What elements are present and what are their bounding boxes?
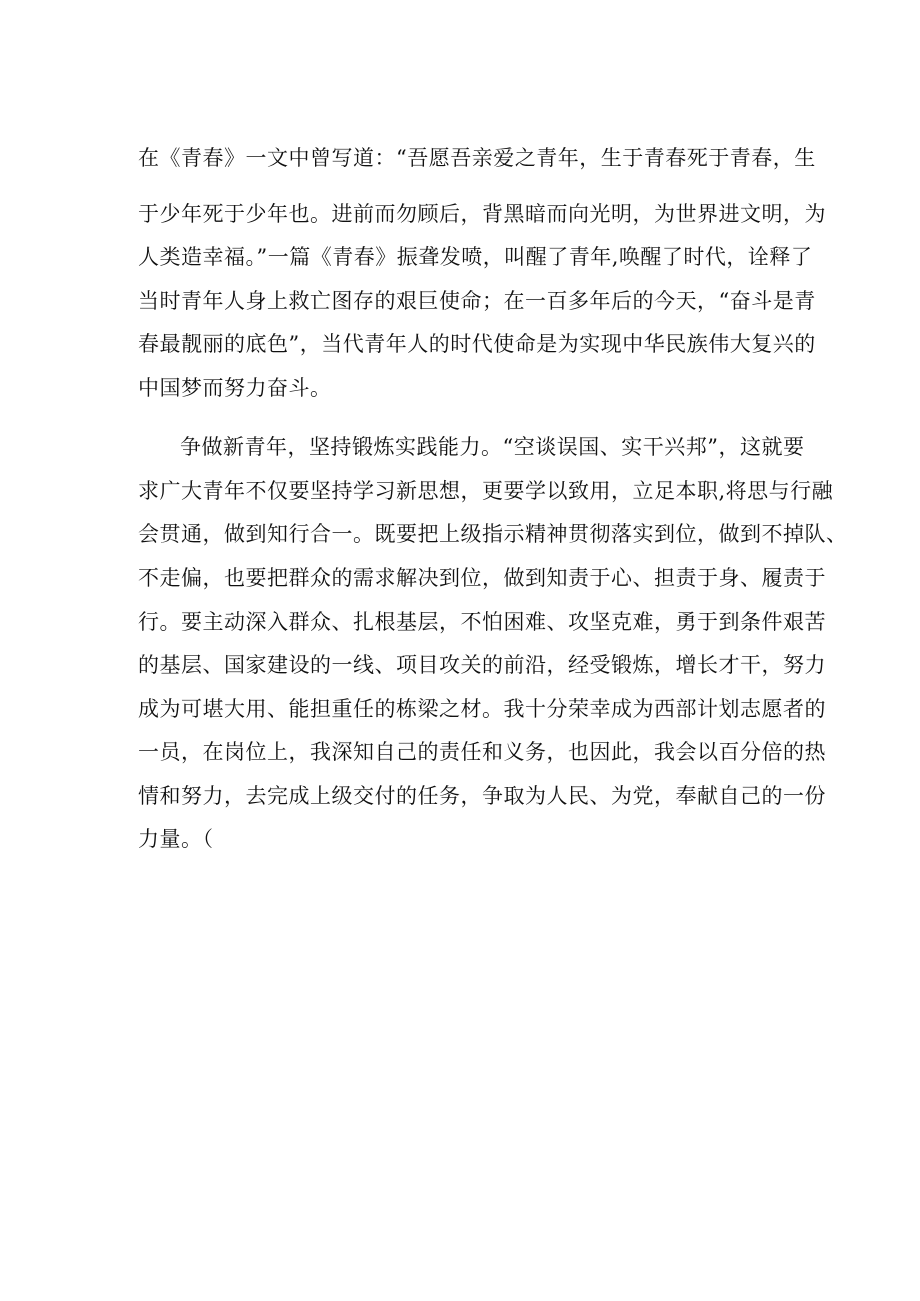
paragraph-2-line-6: 的基层、国家建设的一线、项目攻关的前沿，经受锻炼，增长才干，努力: [138, 653, 826, 677]
paragraph-2-line-7: 成为可堪大用、能担重任的栋梁之材。我十分荣幸成为西部计划志愿者的: [138, 697, 826, 721]
paragraph-2-line-9: 情和努力，去完成上级交付的任务，争取为人民、为党，奉献自己的一份: [138, 784, 826, 808]
paragraph-2-line-5: 行。要主动深入群众、扎根基层，不怕困难、攻坚克难，勇于到条件艰苦: [138, 610, 826, 634]
paragraph-1-line-2: 于少年死于少年也。进前而勿顾后，背黑暗而向光明，为世界进文明，为: [138, 202, 826, 226]
paragraph-1-line-5: 春最靓丽的底色”，当代青年人的时代使命是为实现中华民族伟大复兴的: [138, 332, 816, 356]
paragraph-2-line-2: 求广大青年不仅要坚持学习新思想，更要学以致用，立足本职,将思与行融: [138, 479, 834, 503]
paragraph-1-line-4: 当时青年人身上救亡图存的艰巨使命；在一百多年后的今天，“奋斗是青: [138, 289, 816, 313]
paragraph-2-line-8: 一员，在岗位上，我深知自己的责任和义务，也因此，我会以百分倍的热: [138, 740, 826, 764]
paragraph-1-line-6: 中国梦而努力奋斗。: [138, 376, 332, 400]
paragraph-1-line-3: 人类造幸福。”一篇《青春》振聋发喷，叫醒了青年,唤醒了时代，诠释了: [138, 245, 813, 269]
paragraph-2-line-1: 争做新青年，坚持锻炼实践能力。“空谈误国、实干兴邦”，这就要: [180, 435, 805, 459]
paragraph-2-line-10: 力量。（: [138, 827, 214, 851]
paragraph-2-line-4: 不走偏，也要把群众的需求解决到位，做到知责于心、担责于身、履责于: [138, 566, 826, 590]
paragraph-1-line-1: 在《青春》一文中曾写道：“吾愿吾亲爱之青年，生于青春死于青春，生: [138, 146, 816, 170]
paragraph-2-line-3: 会贯通，做到知行合一。既要把上级指示精神贯彻落实到位，做到不掉队、: [138, 522, 848, 546]
